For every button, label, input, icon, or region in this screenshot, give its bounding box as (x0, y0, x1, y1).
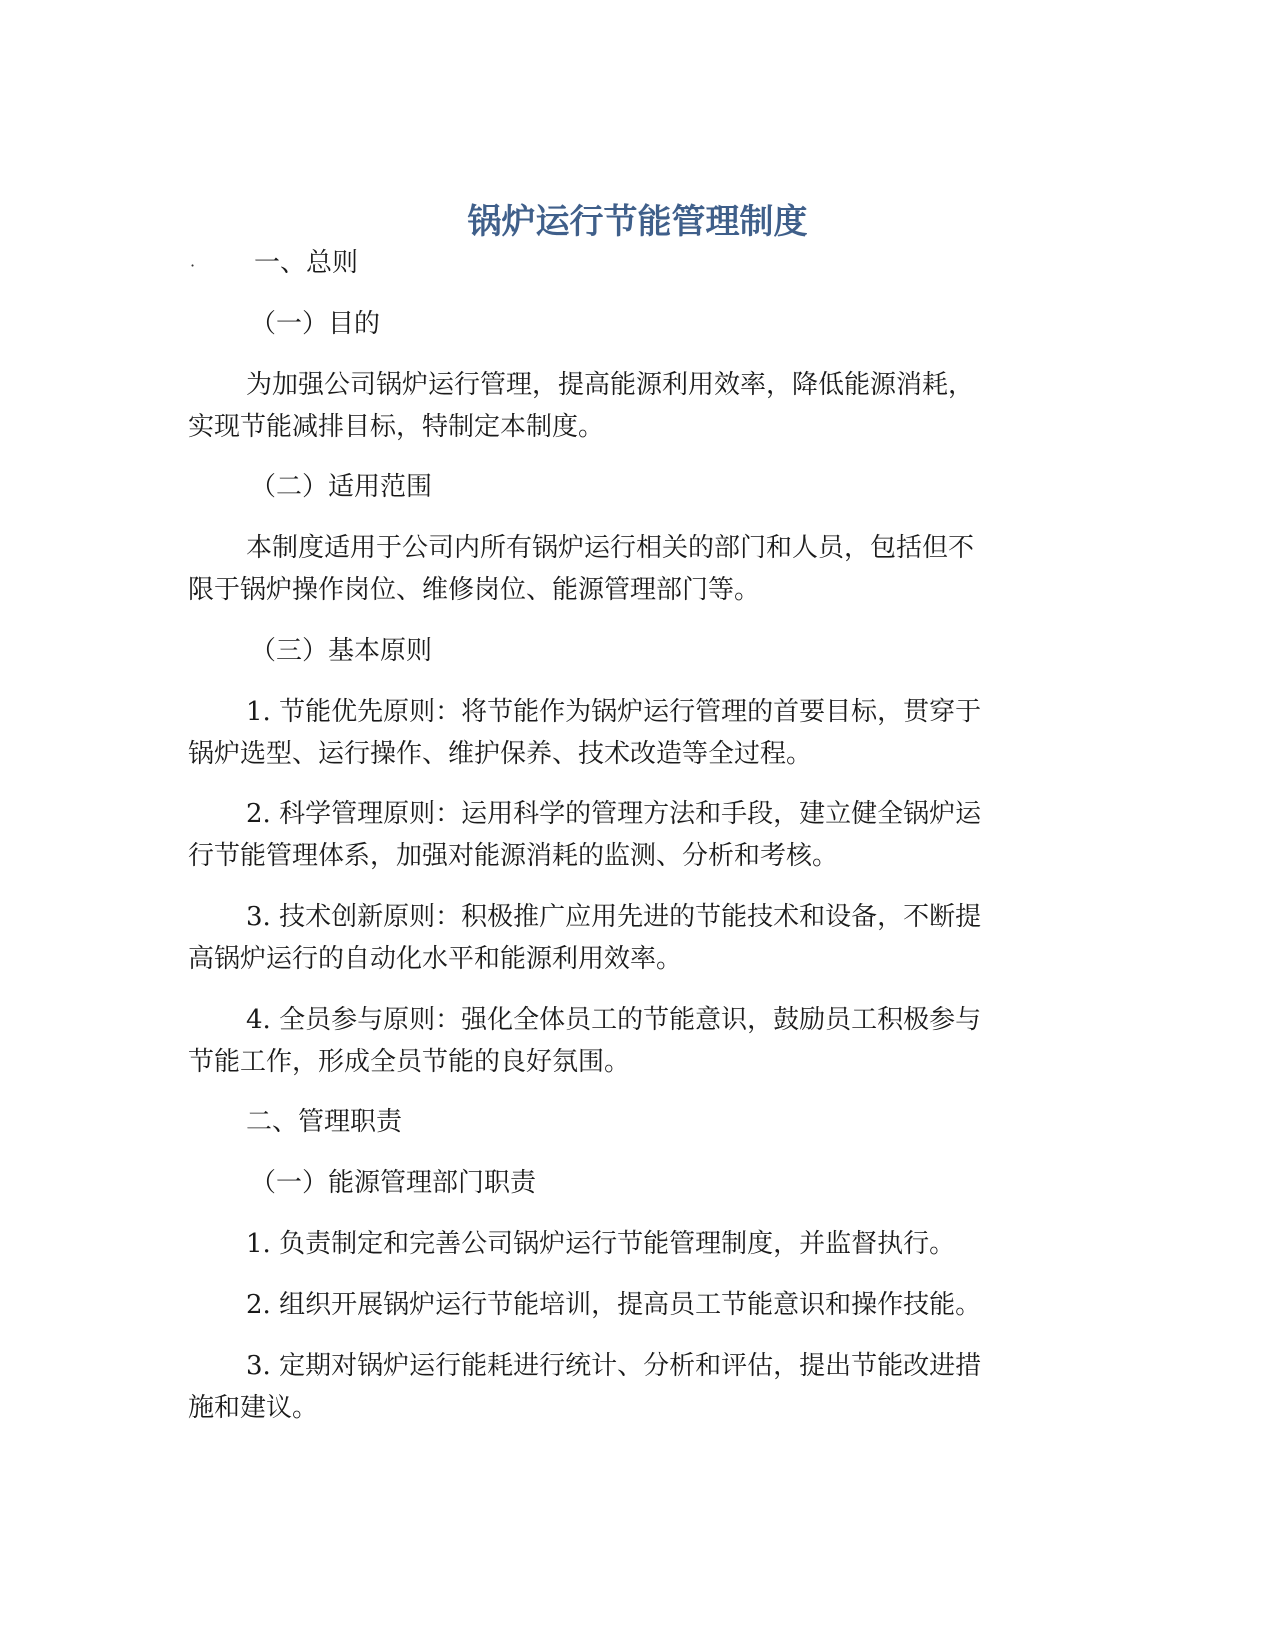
paragraph-line: 本制度适用于公司内所有锅炉运行相关的部门和人员，包括但不 (246, 533, 975, 563)
paragraph-line: 为加强公司锅炉运行管理，提高能源利用效率，降低能源消耗， (246, 370, 975, 400)
paragraph-line: 限于锅炉操作岗位、维修岗位、能源管理部门等。 (188, 575, 761, 605)
list-item-line: 施和建议。 (188, 1393, 319, 1423)
list-item-line: 4. 全员参与原则：强化全体员工的节能意识，鼓励员工积极参与 (246, 1005, 982, 1035)
list-item-line: 3. 技术创新原则：积极推广应用先进的节能技术和设备，不断提 (246, 902, 982, 932)
list-item-line: 1. 节能优先原则：将节能作为锅炉运行管理的首要目标，贯穿于 (246, 697, 982, 727)
subsection-heading-energy-dept: （一）能源管理部门职责 (250, 1168, 537, 1198)
section-heading-general: 一、总则 (254, 248, 359, 278)
list-item-line: 3. 定期对锅炉运行能耗进行统计、分析和评估，提出节能改进措 (246, 1351, 982, 1381)
document-title: 锅炉运行节能管理制度 (467, 202, 808, 242)
list-item-line: 1. 负责制定和完善公司锅炉运行节能管理制度，并监督执行。 (246, 1229, 956, 1259)
section-heading-duties: 二、管理职责 (246, 1107, 403, 1137)
subsection-heading-scope: （二）适用范围 (250, 472, 433, 502)
subsection-heading-principles: （三）基本原则 (250, 636, 433, 666)
list-item-line: 行节能管理体系，加强对能源消耗的监测、分析和考核。 (188, 841, 839, 871)
list-item-line: 2. 组织开展锅炉运行节能培训，提高员工节能意识和操作技能。 (246, 1290, 982, 1320)
bullet-marker: · (190, 256, 196, 275)
subsection-heading-purpose: （一）目的 (250, 309, 381, 339)
list-item-line: 2. 科学管理原则：运用科学的管理方法和手段，建立健全锅炉运 (246, 799, 982, 829)
list-item-line: 高锅炉运行的自动化水平和能源利用效率。 (188, 944, 683, 974)
list-item-line: 节能工作，形成全员节能的良好氛围。 (188, 1047, 631, 1077)
paragraph-line: 实现节能减排目标，特制定本制度。 (188, 412, 605, 442)
list-item-line: 锅炉选型、运行操作、维护保养、技术改造等全过程。 (188, 739, 813, 769)
